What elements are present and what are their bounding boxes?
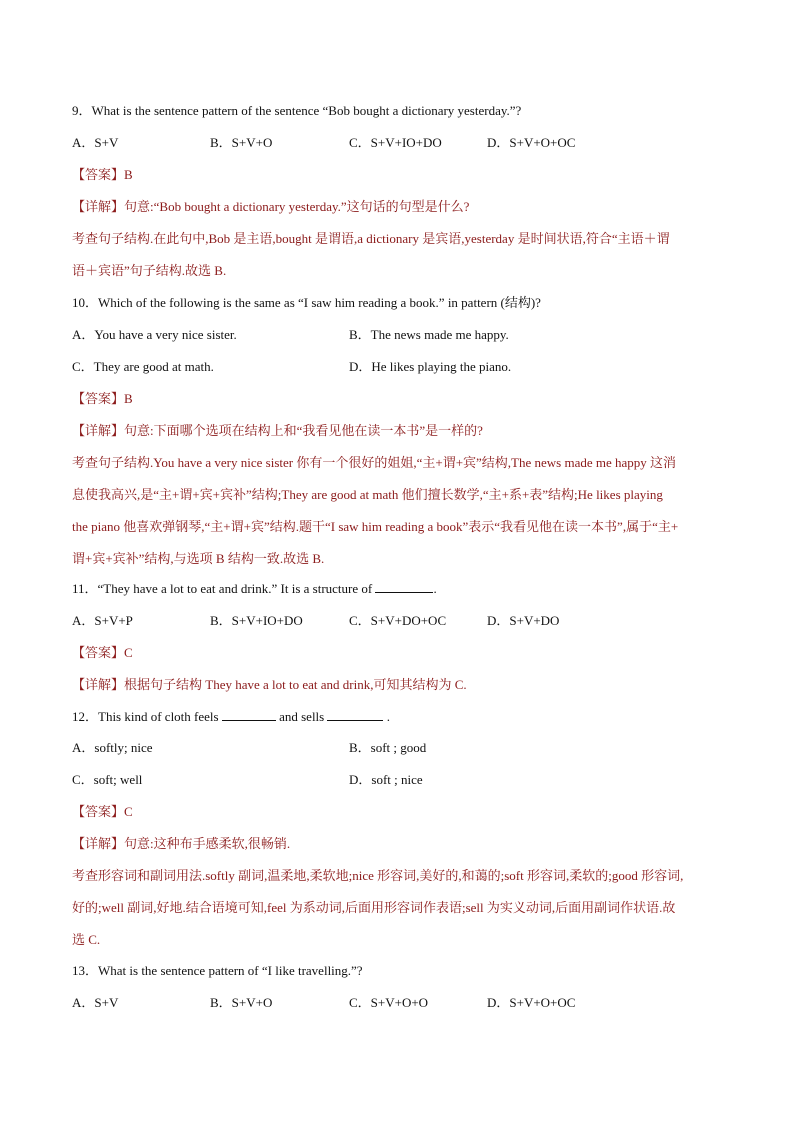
- q10-detail-1: [72, 422, 483, 440]
- answer-tag: 【答案】: [72, 167, 125, 182]
- q10-detail-5: 谓+宾+宾补”结构,与选项 B 结构一致.故选 B.: [72, 551, 325, 566]
- detail-tag: 【详解】: [72, 677, 125, 692]
- q9-answer: [72, 166, 133, 184]
- q13-option-c: C．S+V+O+O: [349, 995, 429, 1010]
- q12-option-c: C．soft; well: [72, 772, 143, 787]
- stem-middle: and sells: [279, 709, 325, 724]
- q9-detail-3: 语＋宾语”句子结构.故选 B.: [72, 263, 227, 278]
- detail-text: 根据句子结构 They have a lot to eat and drink,可知其结构为 C.: [124, 677, 467, 692]
- q13-option-b: B．S+V+O: [210, 995, 273, 1010]
- q12-detail-3: 好的;well 副词,好地.结合语境可知,feel 为系动词,后面用形容词作表语;sell 为实义动词,后面用副词作状语.故: [72, 900, 676, 915]
- detail-text: 句意:下面哪个选项在结构上和“我看见他在读一本书”是一样的?: [124, 423, 483, 438]
- q10-option-b: B．The news made me happy.: [349, 327, 509, 342]
- answer-blank-1: [222, 708, 276, 721]
- q12-answer: [72, 803, 133, 821]
- q10-detail-4: the piano 他喜欢弹钢琴,“主+谓+宾”结构.题干“I saw him reading a book”表示“我看见他在读一本书”,属于“主+: [72, 519, 679, 534]
- q12-option-b: B．soft ; good: [349, 740, 427, 755]
- q9-option-c: C．S+V+IO+DO: [349, 135, 442, 150]
- answer-value: B: [124, 167, 133, 182]
- answer-blank-2: [327, 708, 383, 721]
- q9-option-a: A．S+V: [72, 135, 119, 150]
- q9-option-d: D．S+V+O+OC: [487, 135, 576, 150]
- q11-answer: [72, 644, 133, 662]
- detail-tag: 【详解】: [72, 836, 125, 851]
- answer-value: C: [124, 804, 133, 819]
- q12-option-a: A．softly; nice: [72, 740, 153, 755]
- q10-detail-2: 考查句子结构.You have a very nice sister 你有一个很好的姐姐,“主+谓+宾”结构,The news made me happy 这消: [72, 455, 677, 470]
- stem-end: .: [386, 709, 390, 724]
- detail-tag: 【详解】: [72, 199, 125, 214]
- q9-detail-1: [72, 198, 469, 216]
- answer-blank: [375, 580, 433, 593]
- q10-option-c: C．They are good at math.: [72, 359, 214, 374]
- question-13-stem: 13．What is the sentence pattern of “I like travelling.”?: [72, 963, 363, 978]
- answer-tag: 【答案】: [72, 645, 125, 660]
- question-10-stem: 10．Which of the following is the same as “I saw him reading a book.” in pattern (结构)?: [72, 295, 541, 310]
- detail-text: 句意:“Bob bought a dictionary yesterday.”这句话的句型是什么?: [124, 199, 470, 214]
- q11-detail-1: [72, 676, 467, 694]
- q10-option-d: D．He likes playing the piano.: [349, 359, 512, 374]
- q11-option-d: D．S+V+DO: [487, 613, 560, 628]
- q10-answer: [72, 390, 133, 408]
- q13-option-d: D．S+V+O+OC: [487, 995, 576, 1010]
- q9-option-b: B．S+V+O: [210, 135, 273, 150]
- question-9-stem: 9．What is the sentence pattern of the sentence “Bob bought a dictionary yesterday.”?: [72, 103, 522, 118]
- answer-tag: 【答案】: [72, 391, 125, 406]
- stem-text: 11．“They have a lot to eat and drink.” It is a structure of: [72, 581, 373, 596]
- stem-text: 12．This kind of cloth feels: [72, 709, 219, 724]
- q10-detail-3: 息使我高兴,是“主+谓+宾+宾补”结构;They are good at math 他们擅长数学,“主+系+表”结构;He likes playing: [72, 487, 663, 502]
- q11-option-a: A．S+V+P: [72, 613, 133, 628]
- q12-option-d: D．soft ; nice: [349, 772, 423, 787]
- answer-tag: 【答案】: [72, 804, 125, 819]
- answer-value: B: [124, 391, 133, 406]
- q11-option-b: B．S+V+IO+DO: [210, 613, 303, 628]
- q11-option-c: C．S+V+DO+OC: [349, 613, 447, 628]
- question-11-stem: [72, 580, 437, 598]
- q10-option-a: A．You have a very nice sister.: [72, 327, 237, 342]
- q12-detail-1: [72, 835, 290, 853]
- detail-text: 句意:这种布手感柔软,很畅销.: [124, 836, 291, 851]
- detail-tag: 【详解】: [72, 423, 125, 438]
- q12-detail-4: 选 C.: [72, 932, 101, 947]
- answer-value: C: [124, 645, 133, 660]
- q9-detail-2: 考查句子结构.在此句中,Bob 是主语,bought 是谓语,a dictionary 是宾语,yesterday 是时间状语,符合“主语＋谓: [72, 231, 670, 246]
- stem-end: .: [433, 581, 437, 596]
- q12-detail-2: 考查形容词和副词用法.softly 副词,温柔地,柔软地;nice 形容词,美好的,和蔼的;soft 形容词,柔软的;good 形容词,: [72, 868, 684, 883]
- question-12-stem: [72, 708, 390, 726]
- q13-option-a: A．S+V: [72, 995, 119, 1010]
